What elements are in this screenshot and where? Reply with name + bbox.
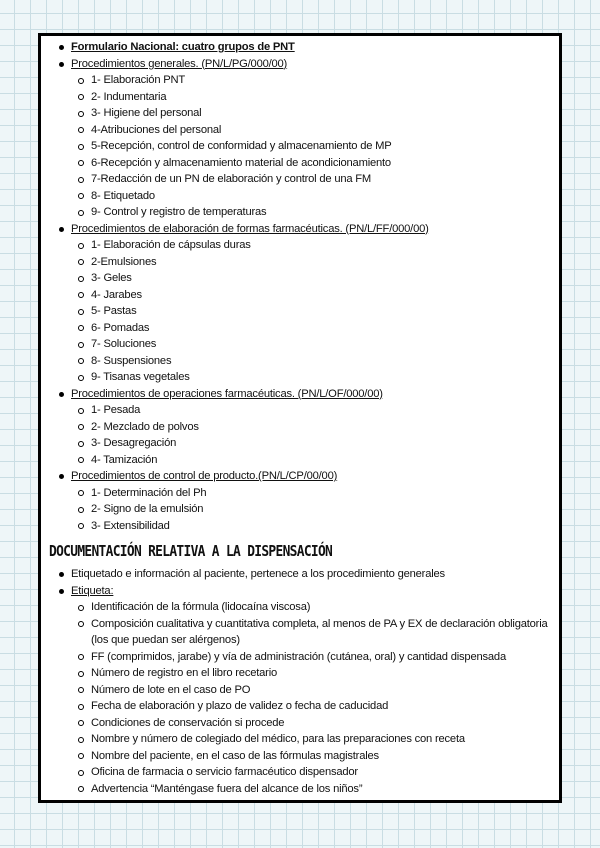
- pnt-group-title: Procedimientos de operaciones farmacéuticas. (PN/L/OF/000/00): [71, 387, 383, 400]
- pnt-item: 1- Elaboración PNT: [71, 72, 549, 89]
- pnt-item: 4- Tamización: [71, 452, 549, 469]
- label-item: Nombre y número de colegiado del médico, para las preparaciones con receta: [71, 731, 549, 748]
- pnt-item: 1- Determinación del Ph: [71, 485, 549, 502]
- pnt-item: 3- Geles: [71, 270, 549, 287]
- label-item: FF (comprimidos, jarabe) y vía de administración (cutánea, oral) y cantidad dispensada: [71, 649, 549, 666]
- pnt-item: 7-Redacción de un PN de elaboración y control de una FM: [71, 171, 549, 188]
- pnt-group: [51, 56, 549, 221]
- pnt-group-items: [71, 402, 549, 468]
- groups-title: Formulario Nacional: cuatro grupos de PNT: [71, 41, 295, 53]
- label-item: Condiciones de conservación si procede: [71, 715, 549, 732]
- pnt-group: [51, 468, 549, 534]
- document-content: [41, 36, 559, 797]
- dispensing-intro-item: [51, 566, 549, 583]
- section-heading: DOCUMENTACIÓN RELATIVA A LA DISPENSACIÓN: [49, 542, 333, 560]
- pnt-group-items: [71, 485, 549, 535]
- label-item: Fecha de elaboración y plazo de validez o fecha de caducidad: [71, 698, 549, 715]
- label-item: Nombre del paciente, en el caso de las fórmulas magistrales: [71, 748, 549, 765]
- pnt-group: [51, 386, 549, 469]
- label-section-item: [51, 583, 549, 798]
- groups-title-item: [51, 39, 549, 56]
- pnt-group-items: [71, 237, 549, 386]
- pnt-item: 2- Indumentaria: [71, 89, 549, 106]
- label-item: Oficina de farmacia o servicio farmacéutico dispensador: [71, 764, 549, 781]
- pnt-item: 8- Etiquetado: [71, 188, 549, 205]
- pnt-item: 2- Signo de la emulsión: [71, 501, 549, 518]
- pnt-item: 5- Pastas: [71, 303, 549, 320]
- pnt-item: 2- Mezclado de polvos: [71, 419, 549, 436]
- pnt-group-sections: [51, 56, 549, 535]
- pnt-item: 6-Recepción y almacenamiento material de acondicionamiento: [71, 155, 549, 172]
- pnt-item: 6- Pomadas: [71, 320, 549, 337]
- pnt-item: 2-Emulsiones: [71, 254, 549, 271]
- pnt-item: 4- Jarabes: [71, 287, 549, 304]
- label-item: Composición cualitativa y cuantitativa completa, al menos de PA y EX de declaración obligatoria (los que puedan ser alérgenos): [71, 616, 549, 649]
- pnt-item: 5-Recepción, control de conformidad y almacenamiento de MP: [71, 138, 549, 155]
- label-item: Identificación de la fórmula (lidocaína viscosa): [71, 599, 549, 616]
- label-item: Número de registro en el libro recetario: [71, 665, 549, 682]
- label-items-list: [71, 599, 549, 797]
- pnt-groups-list: [51, 39, 549, 56]
- pnt-item: 3- Higiene del personal: [71, 105, 549, 122]
- dispensing-list: [51, 566, 549, 797]
- label-title: Etiqueta:: [71, 584, 114, 597]
- pnt-item: 9- Tisanas vegetales: [71, 369, 549, 386]
- pnt-group-title: Procedimientos de elaboración de formas farmacéuticas. (PN/L/FF/000/00): [71, 222, 429, 235]
- pnt-item: 4-Atribuciones del personal: [71, 122, 549, 139]
- document-page: [38, 33, 562, 803]
- pnt-group-title: Procedimientos de control de producto.(PN/L/CP/00/00): [71, 470, 338, 482]
- pnt-item: 1- Elaboración de cápsulas duras: [71, 237, 549, 254]
- label-item: Advertencia “Manténgase fuera del alcance de los niños”: [71, 781, 549, 798]
- dispensing-intro: Etiquetado e información al paciente, pertenece a los procedimiento generales: [71, 568, 445, 580]
- pnt-item: 1- Pesada: [71, 402, 549, 419]
- pnt-group: [51, 221, 549, 386]
- pnt-item: 8- Suspensiones: [71, 353, 549, 370]
- pnt-item: 3- Extensibilidad: [71, 518, 549, 535]
- pnt-group-title: Procedimientos generales. (PN/L/PG/000/00): [71, 57, 288, 70]
- pnt-group-items: [71, 72, 549, 221]
- pnt-item: 3- Desagregación: [71, 435, 549, 452]
- pnt-item: 7- Soluciones: [71, 336, 549, 353]
- label-item: Número de lote en el caso de PO: [71, 682, 549, 699]
- pnt-item: 9- Control y registro de temperaturas: [71, 204, 549, 221]
